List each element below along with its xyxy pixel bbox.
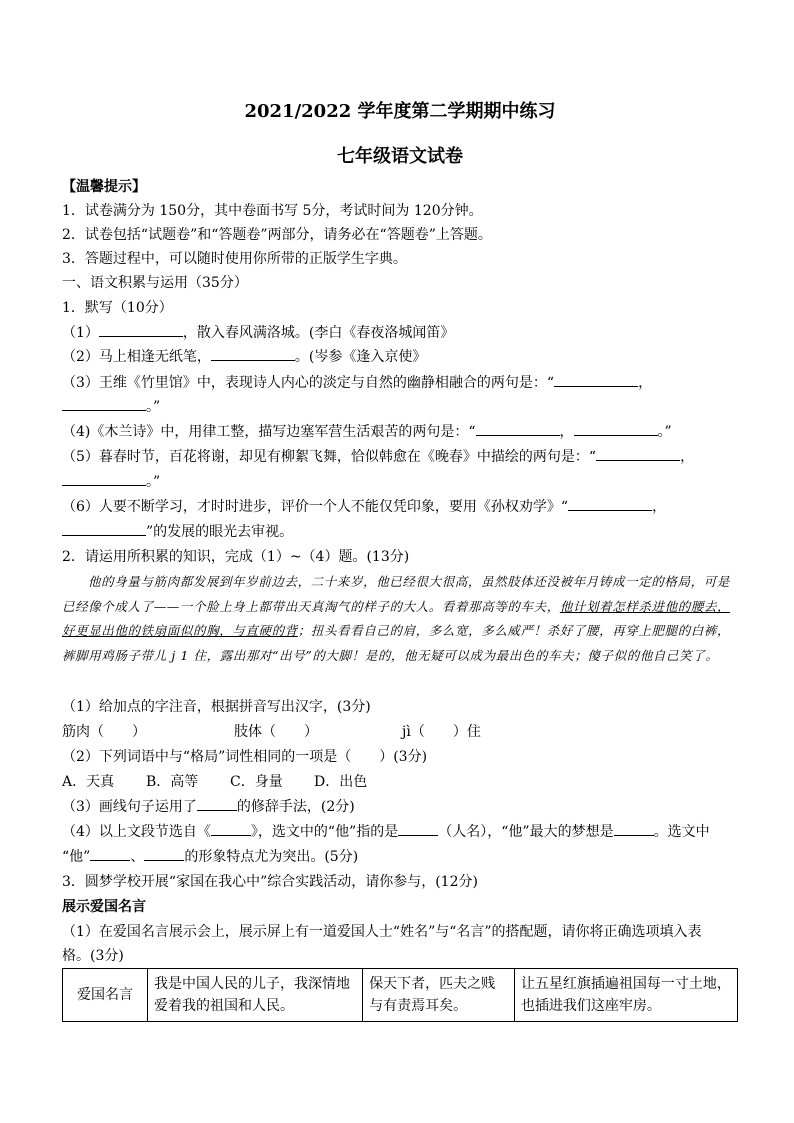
q1-item-5: （5）暮春时节，百花将谢，却见有柳絮飞舞，恰似韩愈在《晚春》中描绘的两句是：“ ， (62, 445, 738, 469)
answer-blank[interactable] (144, 845, 184, 861)
option-a[interactable]: A．天真 (62, 774, 115, 790)
answer-blank[interactable] (554, 371, 638, 387)
exam-subtitle: 七年级语文试卷 (337, 146, 463, 167)
answer-blank[interactable] (99, 321, 183, 337)
underlined-sentence: 他计划着怎样杀进他的腰去，好更显出他的铁扇面似的胸，与直硬的背 (62, 598, 731, 638)
q1-item-5-cont: 。” (62, 470, 738, 494)
answer-blank[interactable] (476, 420, 560, 436)
answer-blank[interactable] (90, 845, 130, 861)
q1-item-6: （6）人要不断学习，才时时进步，评价一个人不能仅凭印象，要用《孙权劝学》“ ， (62, 495, 738, 519)
q2-item-3: （3）画线句子运用了 的修辞手法，(2分) (62, 795, 738, 819)
table-row (63, 969, 738, 1022)
q1-item-1: （1） ，散入春风满洛城。(李白《春夜洛城闻笛》 (62, 321, 738, 345)
q1-item-3: （3）王维《竹里馆》中，表现诗人内心的淡定与自然的幽静相融合的两句是：“ ， (62, 371, 738, 395)
tip-item-1: 1．试卷满分为 150分，其中卷面书写 5分，考试时间为 120分钟。 (62, 203, 483, 219)
q3-heading: 3．圆梦学校开展“家国在我心中”综合实践活动，请你参与，(12分) (62, 874, 478, 890)
answer-blank[interactable] (211, 345, 295, 361)
option-d[interactable]: D．出色 (314, 774, 368, 790)
answer-blank[interactable] (596, 445, 680, 461)
q1-heading: 1．默写（10分） (62, 300, 173, 316)
answer-blank[interactable] (614, 820, 654, 836)
q1-item-2: （2）马上相逢无纸笔， 。(岑参《逢入京使》 (62, 345, 738, 369)
reading-passage: 他的身量与筋肉都发展到年岁前边去，二十来岁，他已经很大很高，虽然肢体还没被年月铸成一定的格局，可是已经像个成人了——一个脸上身上都带出天真淘气的样子的大人。看着那高等的车夫，他计划着怎样杀进他的腰去，好更显出他的铁扇面似的胸，与直硬的背；扭头看看自己的肩，多么宽，多么威严！杀好了腰，再穿上肥腿的白裤，裤脚用鸡肠子带儿 j 1 住，露出那对“出号”的大脚！是的，他无疑可以成为最出色的车夫；傻子似的他自己笑了。 (62, 574, 731, 663)
q1-item-4: （4)《木兰诗》中，用律工整，描写边塞军营生活艰苦的两句是：“ ， 。” (62, 420, 738, 444)
q2-item-4: （4）以上文段节选自《 》，选文中的“他”指的是 （人名），“他”最大的梦想是 。选文中 (62, 820, 738, 844)
quote-cell: 让五星红旗插遍祖国每一寸土地，也插进我们这座牢房。 (514, 969, 737, 1022)
q2-options (62, 770, 738, 794)
q1-item-6-cont: ”的发展的眼光去审视。 (62, 520, 738, 544)
option-b[interactable]: B．高等 (146, 774, 199, 790)
tip-item-3: 3．答题过程中，可以随时使用你所带的正版学生字典。 (62, 251, 407, 267)
quote-cell: 保天下者，匹夫之贱与有责焉耳矣。 (363, 969, 515, 1022)
quote-table (62, 968, 738, 1022)
table-row-header: 爱国名言 (63, 969, 148, 1022)
q3-instruction: （1）在爱国名言展示会上，展示屏上有一道爱国人士“姓名”与“名言”的搭配题，请你将正确选项填入表 (62, 924, 702, 940)
answer-blank[interactable] (398, 820, 438, 836)
answer-blank[interactable] (62, 470, 146, 486)
answer-blank[interactable] (197, 795, 237, 811)
q2-item-1: （1）给加点的字注音，根据拼音写出汉字，(3分) (62, 699, 371, 715)
answer-blank[interactable] (62, 520, 146, 536)
section-heading: 一、语文积累与运用（35分） (62, 275, 248, 291)
answer-blank[interactable] (62, 395, 146, 411)
answer-blank[interactable] (574, 420, 658, 436)
q1-item-3-cont: 。” (62, 395, 738, 419)
quote-cell: 我是中国人民的儿子，我深情地爱着我的祖国和人民。 (148, 969, 363, 1022)
q2-heading: 2．请运用所积累的知识，完成（1）~（4）题。(13分) (62, 549, 410, 565)
q2-item-4-cont: “他” 、 的形象特点尤为突出。(5分) (62, 845, 738, 869)
tips-heading: 【温馨提示】 (62, 179, 146, 195)
q3-sub-heading: 展示爱国名言 (62, 899, 146, 915)
answer-blank[interactable] (568, 495, 652, 511)
q2-item-2: （2）下列词语中与“格局”词性相同的一项是（ ）(3分) (62, 749, 428, 765)
tip-item-2: 2．试卷包括“试题卷”和“答题卷”两部分，请务必在“答题卷”上答题。 (62, 227, 492, 243)
pinyin-row: 筋肉（ ） 肢体（ ） jì（ ）住 (62, 724, 481, 740)
option-c[interactable]: C．身量 (230, 774, 283, 790)
answer-blank[interactable] (211, 820, 251, 836)
exam-title: 2021/2022 学年度第二学期期中练习 (244, 101, 556, 122)
q3-instruction-cont: 格。(3分) (62, 948, 124, 964)
